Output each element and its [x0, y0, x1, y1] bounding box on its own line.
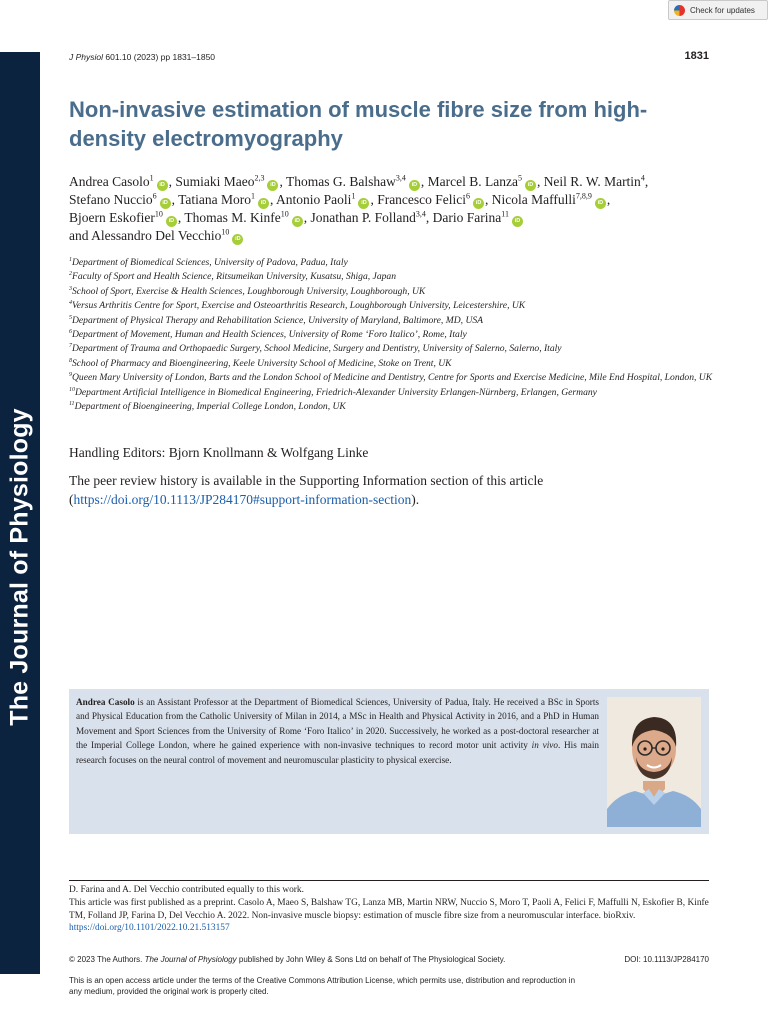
- affiliation-number: 8: [69, 357, 72, 364]
- check-for-updates-label: Check for updates: [690, 5, 755, 15]
- author-affiliation-marker: 6: [466, 191, 471, 201]
- page-number: 1831: [684, 50, 709, 62]
- running-head: [69, 52, 215, 62]
- author-affiliation-marker: 1: [251, 191, 256, 201]
- affiliation-number: 2: [69, 271, 72, 278]
- author-name: Francesco Felici: [377, 192, 467, 207]
- author-separator: ,: [420, 174, 428, 189]
- author-name: Bjoern Eskofier: [69, 210, 155, 225]
- author-separator: ,: [177, 210, 185, 225]
- equal-contribution-note: D. Farina and A. Del Vecchio contributed equally to this work.: [69, 885, 304, 895]
- author-separator: ,: [606, 192, 611, 207]
- author: [433, 210, 524, 225]
- author-name: Sumiaki Maeo: [175, 174, 255, 189]
- affiliation-number: 5: [69, 314, 72, 321]
- affiliation-item: [69, 314, 719, 328]
- journal-sidebar: [0, 52, 40, 974]
- affiliation-item: [69, 328, 719, 342]
- orcid-icon[interactable]: iD: [160, 198, 171, 209]
- orcid-icon[interactable]: iD: [258, 198, 269, 209]
- author-affiliation-marker: 4: [640, 173, 645, 183]
- orcid-icon[interactable]: iD: [157, 180, 168, 191]
- preprint-note: [69, 897, 711, 935]
- author-affiliation-marker: 6: [152, 191, 157, 201]
- author-affiliation-marker: 11: [501, 209, 509, 219]
- author-affiliation-marker: 10: [154, 209, 163, 219]
- journal-abbrev: J Physiol: [69, 52, 104, 62]
- orcid-icon[interactable]: iD: [409, 180, 420, 191]
- copyright-prefix: © 2023 The Authors.: [69, 955, 145, 964]
- bio-text-2: . His main research focuses on the neural control of movement and neuromuscular plasticity to physical exercise.: [76, 740, 599, 765]
- author: [175, 174, 286, 189]
- author-name: Tatiana Moro: [178, 192, 252, 207]
- author-name: Andrea Casolo: [69, 174, 150, 189]
- author: [428, 174, 544, 189]
- author: [178, 192, 276, 207]
- author-name: Thomas G. Balshaw: [286, 174, 396, 189]
- author-affiliation-marker: 1: [149, 173, 154, 183]
- bio-text-1: is an Assistant Professor at the Department of Biomedical Sciences, University of Padua, Italy. He received a BSc in Sports and Physical Education from the Catholic University of Milan in 2014, a MSc in Health and Physical Activity in 2016, and a PhD in Human Movement and Sport Sciences from the University of Rome ‘Foro Italico’ in 2020. Successively, he worked as a post-doctoral researcher at the Imperial College London, where he gained experience with non-invasive techniques to record motor unit activity: [76, 697, 599, 751]
- author-portrait-image: [607, 697, 701, 827]
- affiliation-item: [69, 342, 719, 356]
- author: [276, 192, 377, 207]
- footnotes: [69, 884, 711, 935]
- orcid-icon[interactable]: iD: [595, 198, 606, 209]
- crossmark-icon: [674, 5, 685, 16]
- preprint-link[interactable]: https://doi.org/10.1101/2022.10.21.513157: [69, 923, 230, 934]
- copyright-journal: The Journal of Physiology: [144, 955, 237, 964]
- affiliation-number: 9: [69, 372, 72, 379]
- affiliation-number: 10: [69, 386, 75, 393]
- author-separator: ,: [270, 192, 277, 207]
- author-affiliation-marker: 7,8,9: [575, 191, 592, 201]
- copyright-line: [69, 955, 505, 964]
- author-affiliation-marker: 10: [280, 209, 289, 219]
- affiliation-item: [69, 256, 719, 270]
- author-name: Antonio Paoli: [276, 192, 352, 207]
- peer-review-link[interactable]: https://doi.org/10.1113/JP284170#support-information-section: [73, 492, 412, 507]
- affiliation-number: 11: [69, 400, 75, 407]
- author: [377, 192, 492, 207]
- orcid-icon[interactable]: iD: [473, 198, 484, 209]
- author-separator: ,: [370, 192, 378, 207]
- copyright-suffix: published by John Wiley & Sons Ltd on behalf of The Physiological Society.: [236, 955, 506, 964]
- author-name: and Alessandro Del Vecchio: [69, 228, 222, 243]
- author-separator: ,: [171, 192, 179, 207]
- affiliation-text: Queen Mary University of London, Barts and the London School of Medicine and Dentistry, Centre for Sports and Exercise Medicine, Mile End Hospital, London, UK: [72, 372, 713, 384]
- orcid-icon[interactable]: iD: [232, 234, 243, 245]
- article-doi: DOI: 10.1113/JP284170: [624, 955, 709, 964]
- peer-review-note: [69, 471, 629, 509]
- author: [286, 174, 428, 189]
- affiliation-item: [69, 386, 719, 400]
- author-affiliation-marker: 2,3: [254, 173, 265, 183]
- affiliation-item: [69, 400, 719, 414]
- peer-review-text: The peer review history is available in the Supporting Information section of this article (: [69, 473, 544, 507]
- author: [310, 210, 432, 225]
- affiliation-text: Versus Arthritis Centre for Sport, Exercise and Osteoarthritis Research, Loughborough University, Leicestershire, UK: [72, 300, 526, 312]
- bio-name: Andrea Casolo: [76, 697, 135, 707]
- author-name: Marcel B. Lanza: [427, 174, 518, 189]
- peer-review-suffix: ).: [411, 492, 420, 507]
- author-affiliation-marker: 1: [351, 191, 356, 201]
- handling-editors: Handling Editors: Bjorn Knollmann & Wolfgang Linke: [69, 445, 369, 460]
- affiliation-text: Department of Physical Therapy and Rehabilitation Science, University of Maryland, Baltimore, MD, USA: [72, 314, 484, 326]
- affiliation-text: Department of Biomedical Sciences, University of Padova, Padua, Italy: [72, 257, 348, 268]
- orcid-icon[interactable]: iD: [512, 216, 523, 227]
- author-name: Thomas M. Kinfe: [184, 210, 281, 225]
- author-separator: ,: [485, 192, 492, 207]
- license-note: This is an open access article under the terms of the Creative Commons Attribution License, which permits use, distribution and reproduction in any medium, provided the original work is properly cited.: [69, 976, 576, 996]
- affiliation-number: 4: [69, 300, 72, 307]
- citation: 601.10 (2023) pp 1831–1850: [103, 52, 216, 62]
- author: [492, 192, 610, 207]
- author-separator: ,: [425, 210, 433, 225]
- author-name: Jonathan P. Folland: [310, 210, 416, 225]
- author: [69, 210, 184, 225]
- orcid-icon[interactable]: iD: [358, 198, 369, 209]
- affiliation-number: 6: [69, 328, 72, 335]
- author-name: Stefano Nuccio: [69, 192, 153, 207]
- preprint-text: This article was first published as a preprint. Casolo A, Maeo S, Balshaw TG, Lanza MB, Martin NRW, Nuccio S, Moro T, Paoli A, Felici F, Maffulli N, Eskofier B, Kinfe TM, Folland JP, Farina D, Del Vecchio A. 2022. Non-invasive muscle biopsy: estimation of muscle fibre size from a neuromuscular interface. bioRxiv.: [69, 897, 709, 921]
- author-affiliation-marker: 3,4: [415, 209, 426, 219]
- author-name: Dario Farina: [432, 210, 502, 225]
- affiliation-text: Department Artificial Intelligence in Biomedical Engineering, Friedrich-Alexander University Erlangen-Nürnberg, Erlangen, Germany: [75, 386, 597, 398]
- author: [69, 174, 175, 189]
- affiliation-item: [69, 371, 719, 385]
- author-separator: ,: [644, 174, 649, 189]
- author-separator: ,: [168, 174, 176, 189]
- author: [184, 210, 310, 225]
- affiliation-item: [69, 270, 719, 284]
- orcid-icon[interactable]: iD: [267, 180, 278, 191]
- affiliation-text: Faculty of Sport and Health Science, Ritsumeikan University, Kusatsu, Shiga, Japan: [72, 271, 397, 283]
- author-separator: ,: [279, 174, 286, 189]
- affiliation-item: [69, 285, 719, 299]
- affiliation-text: Department of Trauma and Orthopaedic Surgery, School Medicine, Surgery and Dentistry, University of Salerno, Salerno, Italy: [72, 343, 562, 355]
- author-affiliation-marker: 5: [517, 173, 522, 183]
- author-separator: ,: [303, 210, 311, 225]
- author: [69, 192, 178, 207]
- orcid-icon[interactable]: iD: [166, 216, 177, 227]
- orcid-icon[interactable]: iD: [525, 180, 536, 191]
- author-affiliation-marker: 3,4: [395, 173, 406, 183]
- author-separator: ,: [536, 174, 544, 189]
- journal-name: The Journal of Physiology: [5, 408, 34, 726]
- author-photo: [607, 697, 701, 827]
- author-name: Neil R. W. Martin: [543, 174, 641, 189]
- affiliation-item: [69, 357, 719, 371]
- affiliation-list: [69, 256, 719, 414]
- affiliation-text: Department of Bioengineering, Imperial College London, London, UK: [74, 401, 346, 413]
- affiliation-number: 1: [69, 256, 72, 263]
- check-for-updates-button[interactable]: [668, 0, 768, 20]
- affiliation-text: School of Sport, Exercise & Health Sciences, Loughborough University, Loughborough, UK: [72, 285, 426, 297]
- orcid-icon[interactable]: iD: [292, 216, 303, 227]
- footnote-divider: [69, 880, 709, 881]
- author-bio: [76, 695, 599, 767]
- author: [69, 228, 244, 243]
- article-title: Non-invasive estimation of muscle fibre size from high-density electromyography: [69, 97, 648, 151]
- affiliation-number: 7: [69, 343, 72, 350]
- affiliation-text: Department of Movement, Human and Health Sciences, University of Rome ‘Foro Italico’, Rome, Italy: [72, 329, 467, 341]
- author-affiliation-marker: 10: [221, 227, 230, 237]
- author: [544, 174, 649, 189]
- author-name: Nicola Maffulli: [491, 192, 576, 207]
- affiliation-item: [69, 299, 719, 313]
- affiliation-number: 3: [69, 285, 72, 292]
- affiliation-text: School of Pharmacy and Bioengineering, Keele University School of Medicine, Stoke on Trent, UK: [72, 357, 452, 369]
- author-list: [69, 173, 714, 245]
- bio-italic: in vivo: [531, 740, 558, 751]
